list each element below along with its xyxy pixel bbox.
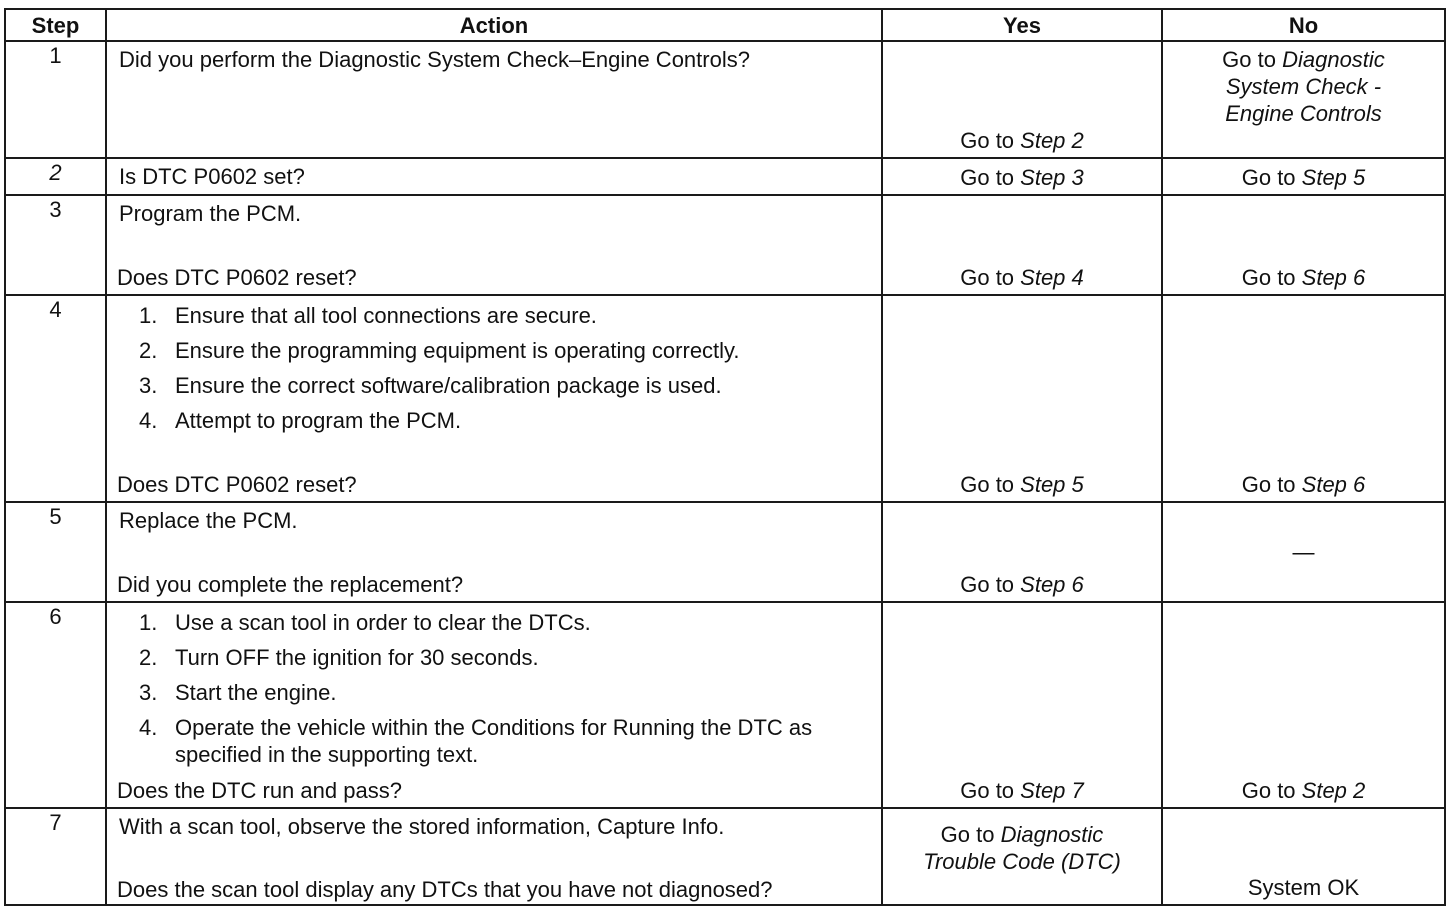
no-cell: [1162, 808, 1445, 905]
step-number: 1: [5, 41, 106, 158]
step-number: 5: [5, 502, 106, 602]
yes-cell: [882, 295, 1162, 502]
yes-result: [883, 571, 1161, 598]
no-prefix: Go to: [1241, 472, 1302, 497]
yes-cell: [882, 195, 1162, 295]
no-prefix: Go to: [1241, 165, 1302, 190]
no-result: [1163, 777, 1444, 804]
list-number: 1.: [139, 610, 158, 635]
yes-cell: [882, 502, 1162, 602]
list-text: Ensure the correct software/calibration package is used.: [175, 373, 722, 398]
no-result: [1163, 164, 1444, 191]
yes-cell: [882, 602, 1162, 808]
table-row: [5, 602, 1445, 808]
list-number: 4.: [139, 408, 158, 433]
yes-result: [883, 264, 1161, 291]
no-cell: [1162, 41, 1445, 158]
table-row: [5, 808, 1445, 905]
step-number: 6: [5, 602, 106, 808]
action-question: Did you complete the replacement?: [117, 572, 464, 597]
yes-target: Step 5: [1020, 472, 1084, 497]
yes-prefix: Go to: [960, 472, 1021, 497]
list-item: [119, 407, 869, 434]
yes-target: Step 2: [1020, 128, 1084, 153]
action-question: Does DTC P0602 reset?: [117, 472, 357, 497]
diagnostic-table: [4, 8, 1446, 906]
yes-cell: [882, 808, 1162, 905]
list-text: Operate the vehicle within the Conditions for Running the DTC as specified in the supporting text.: [175, 715, 813, 767]
list-number: 1.: [139, 303, 158, 328]
no-prefix: Go to: [1222, 47, 1283, 72]
action-text: With a scan tool, observe the stored information, Capture Info.: [119, 814, 725, 839]
list-text: Ensure that all tool connections are secure.: [175, 303, 597, 328]
list-item: [119, 372, 869, 399]
action-cell: [106, 602, 882, 808]
list-item: [119, 609, 869, 636]
yes-cell: [882, 158, 1162, 195]
no-cell: [1162, 158, 1445, 195]
step-number: 4: [5, 295, 106, 502]
no-target: Step 6: [1301, 265, 1366, 290]
yes-prefix: Go to: [940, 822, 1001, 847]
table-row: [5, 158, 1445, 195]
action-text: Replace the PCM.: [119, 508, 298, 533]
yes-result: [883, 127, 1161, 154]
step-number: 3: [5, 195, 106, 295]
list-text: Ensure the programming equipment is operating correctly.: [175, 338, 740, 363]
no-target-line: Diagnostic: [1282, 47, 1385, 72]
action-steps: [119, 609, 869, 776]
action-question: Does DTC P0602 reset?: [117, 265, 357, 290]
header-step: Step: [5, 9, 106, 41]
no-result: [1163, 46, 1444, 127]
no-target-line: Engine Controls: [1225, 101, 1382, 126]
no-target: Step 5: [1301, 165, 1366, 190]
list-item: [119, 679, 869, 706]
step-number: 2: [5, 158, 106, 195]
action-text: Is DTC P0602 set?: [119, 164, 305, 189]
yes-result: [883, 777, 1161, 804]
list-item: [119, 644, 869, 671]
yes-target-line: Trouble Code (DTC): [923, 849, 1121, 874]
no-target: Step 2: [1301, 778, 1366, 803]
yes-target: Step 3: [1020, 165, 1084, 190]
list-item: [119, 337, 869, 364]
no-target: Step 6: [1301, 472, 1366, 497]
action-text: Did you perform the Diagnostic System Check–Engine Controls?: [119, 47, 750, 72]
yes-prefix: Go to: [960, 128, 1021, 153]
yes-result: [883, 821, 1161, 875]
action-cell: [106, 295, 882, 502]
no-prefix: Go to: [1241, 265, 1302, 290]
yes-prefix: Go to: [960, 165, 1021, 190]
no-result: [1163, 264, 1444, 291]
no-cell: [1162, 502, 1445, 602]
table-row: [5, 41, 1445, 158]
action-cell: [106, 195, 882, 295]
no-result: —: [1292, 539, 1315, 565]
no-result: [1163, 471, 1444, 498]
action-cell: [106, 502, 882, 602]
action-question: Does the scan tool display any DTCs that you have not diagnosed?: [117, 877, 773, 902]
yes-target: Step 7: [1020, 778, 1084, 803]
no-cell: [1162, 602, 1445, 808]
list-text: Start the engine.: [175, 680, 337, 705]
yes-target: Step 6: [1020, 572, 1084, 597]
header-yes: Yes: [882, 9, 1162, 41]
no-prefix: Go to: [1241, 778, 1302, 803]
no-target-line: System Check -: [1225, 74, 1382, 99]
no-cell: [1162, 295, 1445, 502]
action-steps: [119, 302, 869, 442]
header-row: [5, 9, 1445, 41]
action-cell: [106, 41, 882, 158]
yes-prefix: Go to: [960, 265, 1021, 290]
yes-cell: [882, 41, 1162, 158]
list-text: Attempt to program the PCM.: [175, 408, 462, 433]
yes-result: [883, 164, 1161, 191]
list-number: 2.: [139, 645, 158, 670]
header-no: No: [1162, 9, 1445, 41]
list-text: Turn OFF the ignition for 30 seconds.: [175, 645, 539, 670]
action-cell: [106, 808, 882, 905]
list-number: 3.: [139, 680, 158, 705]
yes-prefix: Go to: [960, 572, 1021, 597]
action-text: Program the PCM.: [119, 201, 302, 226]
no-result: System OK: [1247, 875, 1360, 900]
table-row: [5, 295, 1445, 502]
table-row: [5, 502, 1445, 602]
action-cell: [106, 158, 882, 195]
yes-target-line: Diagnostic: [1000, 822, 1104, 847]
yes-result: [883, 471, 1161, 498]
yes-target: Step 4: [1020, 265, 1084, 290]
list-number: 2.: [139, 338, 158, 363]
yes-prefix: Go to: [960, 778, 1021, 803]
list-text: Use a scan tool in order to clear the DTCs.: [175, 610, 591, 635]
list-item: [119, 714, 869, 768]
list-number: 4.: [139, 715, 158, 740]
no-cell: [1162, 195, 1445, 295]
list-item: [119, 302, 869, 329]
action-question: Does the DTC run and pass?: [117, 778, 402, 803]
step-number: 7: [5, 808, 106, 905]
list-number: 3.: [139, 373, 158, 398]
table-row: [5, 195, 1445, 295]
header-action: Action: [106, 9, 882, 41]
